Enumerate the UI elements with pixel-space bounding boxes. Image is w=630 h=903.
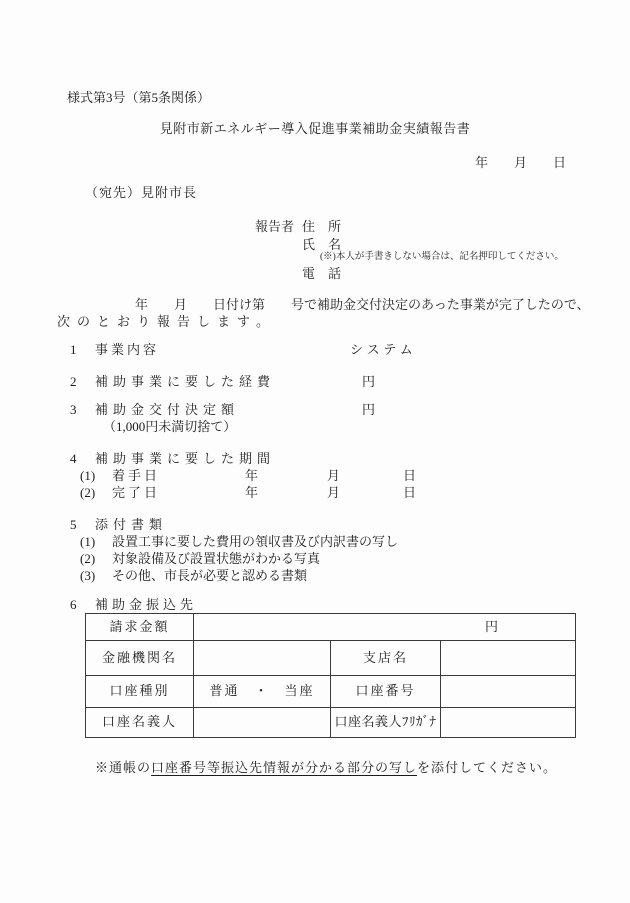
account-holder-kana-cell <box>441 708 576 738</box>
start-date-day-label: 日 <box>403 468 417 483</box>
account-holder-cell <box>194 708 331 738</box>
page-title: 見附市新エネルギー導入促進事業補助金実績報告書 <box>159 121 471 136</box>
start-date-year-label: 年 <box>245 468 259 483</box>
form-number: 様式第3号（第5条関係） <box>67 90 211 105</box>
item-1-number: 1 <box>70 342 77 357</box>
end-date-year-label: 年 <box>245 485 259 500</box>
start-date-row-number: (1) <box>80 468 96 483</box>
note-prefix: ※通帳の <box>95 760 152 776</box>
attachment-2-number: (2) <box>80 551 96 566</box>
bank-name-label: 金融機関名 <box>86 641 194 676</box>
attachment-1-number: (1) <box>80 534 96 549</box>
item-1-label: 事業内容 <box>95 342 160 357</box>
note-suffix: を添付してください。 <box>417 760 558 776</box>
reporter-phone-label: 電 話 <box>302 266 342 281</box>
invoice-amount-label: 請求金額 <box>86 614 194 641</box>
attachment-1-text: 設置工事に要した費用の領収書及び内訳書の写し <box>112 534 399 549</box>
branch-name-cell <box>441 641 576 676</box>
table-row <box>86 641 576 676</box>
invoice-amount-cell <box>194 614 576 641</box>
item-3-label: 補助金交付決定額 <box>95 402 240 417</box>
account-number-label: 口座番号 <box>331 676 441 708</box>
reporter-address-label: 住 所 <box>302 219 342 234</box>
item-4-number: 4 <box>70 451 77 466</box>
item-1-value: システム <box>350 342 417 357</box>
note-underlined-part: 口座番号等振込先情報が分かる部分の写し <box>151 760 418 776</box>
attachment-2-text: 対象設備及び設置状態がわかる写真 <box>112 551 321 566</box>
item-5-label: 添付書類 <box>95 517 168 532</box>
yen-unit-label: 円 <box>485 618 501 634</box>
account-type-choice: 普通 ・ 当座 <box>194 676 331 708</box>
body-line-1: 年 月 日付け第 号で補助金交付決定のあった事業が完了したので、 <box>57 297 590 312</box>
attachment-3-text: その他、市長が必要と認める書類 <box>112 568 308 583</box>
item-6-number: 6 <box>70 597 77 612</box>
table-row <box>86 708 576 738</box>
item-3-number: 3 <box>70 402 77 417</box>
end-date-day-label: 日 <box>403 485 417 500</box>
body-line-2: 次のとおり報告します。 <box>57 314 276 329</box>
signature-note: (※)本人が手書きしない場合は、記名押印してください。 <box>320 252 564 262</box>
bank-name-cell <box>194 641 331 676</box>
item-4-label: 補助事業に要した期間 <box>95 451 276 466</box>
start-date-label: 着手日 <box>112 468 161 483</box>
attachment-3-number: (3) <box>80 568 96 583</box>
reporter-label: 報告者 <box>255 219 295 234</box>
end-date-row-number: (2) <box>80 485 96 500</box>
item-3-rounding-note: （1,000円未満切捨て） <box>103 419 237 434</box>
reporter-name-label: 氏 名 <box>302 237 342 252</box>
table-row <box>86 676 576 708</box>
end-date-month-label: 月 <box>327 485 341 500</box>
passbook-copy-note <box>78 744 557 793</box>
account-holder-kana-label: 口座名義人ﾌﾘｶﾞﾅ <box>331 708 441 738</box>
item-6-label: 補助金振込先 <box>95 597 198 612</box>
start-date-month-label: 月 <box>327 468 341 483</box>
table-row <box>86 614 576 641</box>
branch-name-label: 支店名 <box>331 641 441 676</box>
account-number-cell <box>441 676 576 708</box>
transfer-account-table <box>85 613 576 738</box>
item-5-number: 5 <box>70 517 77 532</box>
account-type-label: 口座種別 <box>86 676 194 708</box>
item-2-yen-unit: 円 <box>362 374 376 389</box>
account-holder-label: 口座名義人 <box>86 708 194 738</box>
item-3-yen-unit: 円 <box>362 402 376 417</box>
item-2-label: 補助事業に要した経費 <box>95 374 276 389</box>
addressee: （宛先）見附市長 <box>85 185 198 200</box>
end-date-label: 完了日 <box>112 485 161 500</box>
item-2-number: 2 <box>70 374 77 389</box>
report-date-line: 年 月 日 <box>475 155 567 170</box>
